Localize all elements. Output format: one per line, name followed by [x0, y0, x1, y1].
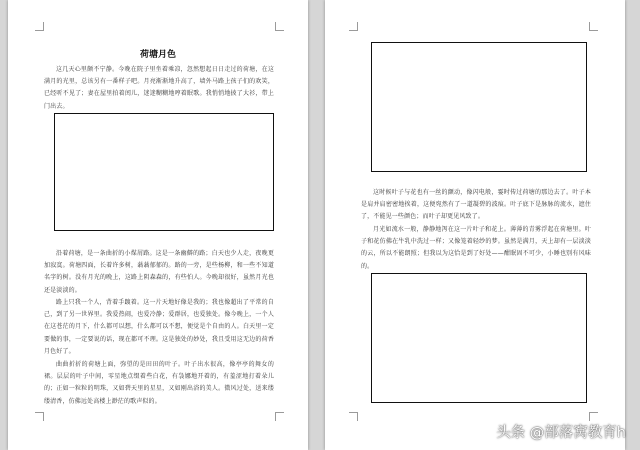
document-title: 荷塘月色 — [139, 50, 176, 60]
margin-corner-mark — [589, 22, 598, 31]
margin-corner-mark — [275, 412, 284, 421]
margin-corner-mark — [349, 22, 358, 31]
paragraph-6: 月光如流水一般，静静地泻在这一片叶子和花上。薄薄的青雾浮起在荷塘里。叶子和花仿佛在牛乳中洗过一样；又像笼着轻纱的梦。虽然是满月，天上却有一层淡淡的云，所以不能朗照；但我以为这恰是到了好处——酣眠固不可少，小睡也别有风味的。 — [361, 226, 591, 270]
margin-corner-mark — [589, 412, 598, 421]
document-page-1 — [8, 0, 308, 450]
margin-corner-mark — [35, 412, 44, 421]
image-placeholder[interactable] — [54, 113, 274, 231]
margin-corner-mark — [349, 412, 358, 421]
margin-corner-mark — [35, 22, 44, 31]
image-placeholder[interactable] — [371, 273, 587, 403]
image-placeholder[interactable] — [371, 42, 587, 172]
watermark-text: 头条 @部落窝教育h — [496, 425, 626, 441]
document-page-2 — [325, 0, 625, 450]
paragraph-3: 路上只我一个人，背着手踱着。这一片天地好像是我的；我也像超出了平常的自己，到了另一世界里。我爱热闹，也爱冷静；爱群居，也爱独处。像今晚上，一个人在这苍茫的月下，什么都可以想，什么都可以不想，便觉是个自由的人。白天里一定要做的事，一定要说的话，现在都可不理。这是独处的妙处，我且受用这无边的荷香月色好了。 — [44, 299, 274, 355]
paragraph-intro: 这几天心里颇不宁静。今晚在院子里坐着乘凉，忽然想起日日走过的荷塘，在这满月的光里，总该另有一番样子吧。月亮渐渐地升高了，墙外马路上孩子们的欢笑，已经听不见了；妻在屋里拍着闰儿，迷迷糊糊地哼着眠歌。我悄悄地披了大衫，带上门出去。 — [44, 66, 274, 110]
paragraph-2: 沿着荷塘，是一条曲折的小煤屑路。这是一条幽僻的路；白天也少人走，夜晚更加寂寞。荷塘四面，长着许多树，蓊蓊郁郁的。路的一旁，是些杨柳，和一些不知道名字的树。没有月光的晚上，这路上阴森森的，有些怕人。今晚却很好，虽然月光也还是淡淡的。 — [44, 250, 274, 294]
paragraph-4: 曲曲折折的荷塘上面，弥望的是田田的叶子。叶子出水很高，像亭亭的舞女的裙。层层的叶子中间，零星地点缀着些白花，有袅娜地开着的，有羞涩地打着朵儿的；正如一粒粒的明珠，又如碧天里的星星，又如刚出浴的美人。微风过处，送来缕缕清香，仿佛远处高楼上渺茫的歌声似的。 — [44, 361, 274, 405]
paragraph-5: 这时候叶子与花也有一丝的颤动，像闪电般，霎时传过荷塘的那边去了。叶子本是肩并肩密密地挨着，这便宛然有了一道凝碧的波痕。叶子底下是脉脉的流水，遮住了，不能见一些颜色；而叶子却更见风致了。 — [361, 189, 591, 221]
margin-corner-mark — [275, 22, 284, 31]
